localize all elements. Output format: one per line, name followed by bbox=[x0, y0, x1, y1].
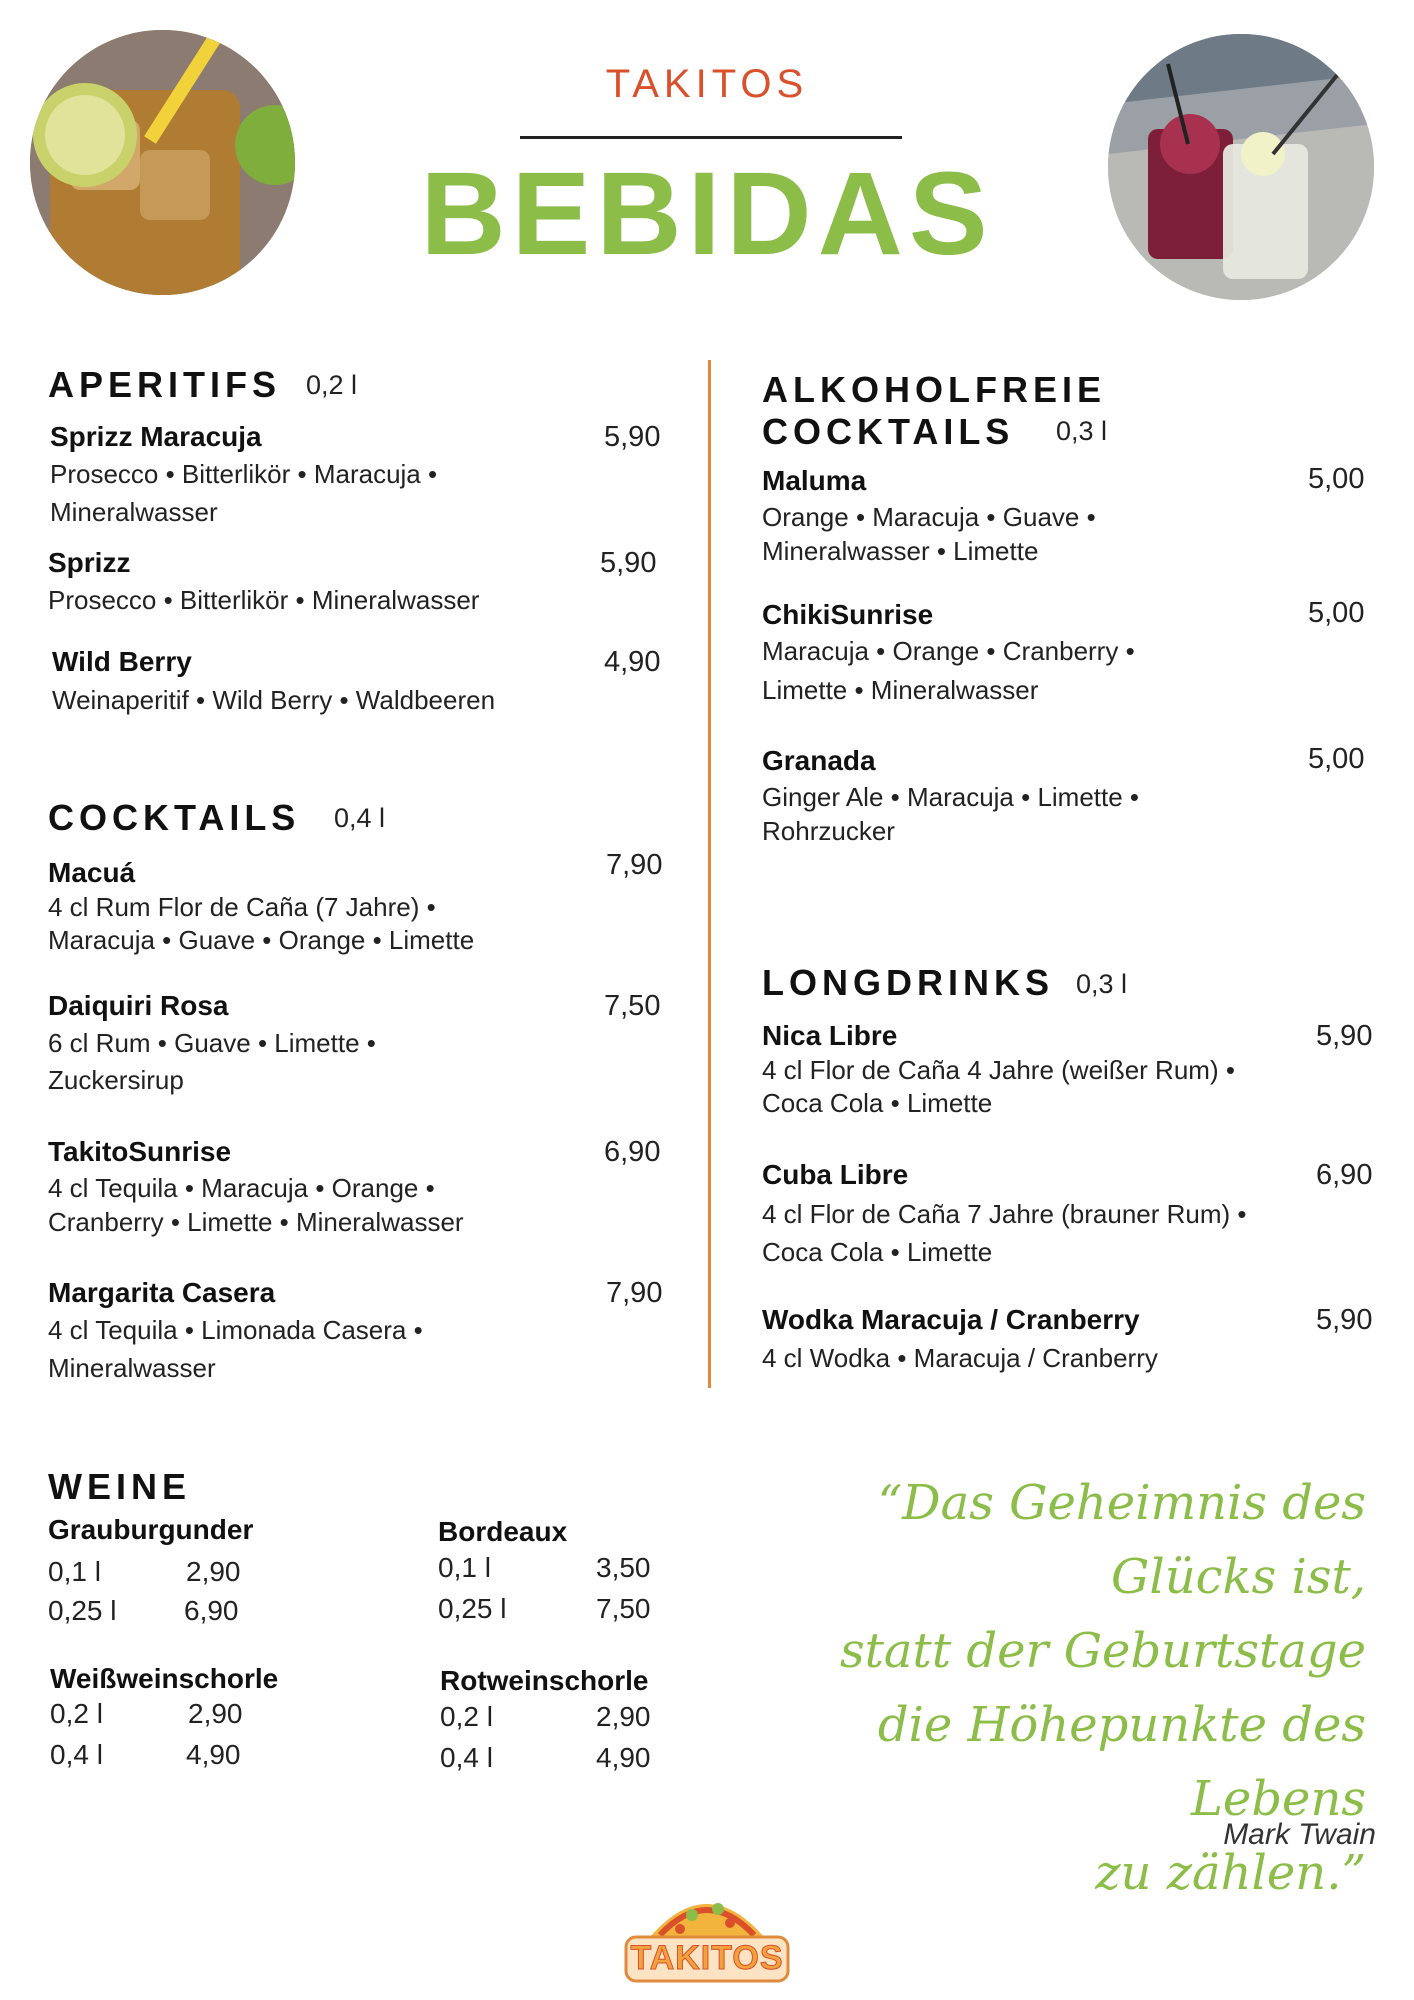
item-description: Zuckersirup bbox=[48, 1065, 184, 1095]
item-name: ChikiSunrise bbox=[762, 599, 934, 630]
item-description: Rohrzucker bbox=[762, 816, 895, 846]
wine-size: 0,1 l bbox=[438, 1552, 491, 1583]
item-name: Sprizz Maracuja bbox=[50, 421, 262, 452]
item-price: 5,90 bbox=[604, 421, 661, 453]
drinks-photo-right bbox=[1108, 34, 1374, 300]
item-description: Orange • Maracuja • Guave • bbox=[762, 502, 1096, 532]
section-size-longdrinks: 0,3 l bbox=[1076, 969, 1128, 999]
item-description: Prosecco • Bitterlikör • Mineralwasser bbox=[48, 585, 480, 615]
item-price: 5,90 bbox=[1316, 1020, 1373, 1052]
item-price: 7,50 bbox=[604, 990, 661, 1022]
wine-name: Rotweinschorle bbox=[440, 1665, 649, 1696]
item-description: 4 cl Flor de Caña 4 Jahre (weißer Rum) • bbox=[762, 1055, 1235, 1085]
item-price: 5,90 bbox=[1316, 1304, 1373, 1336]
wine-name: Bordeaux bbox=[438, 1516, 568, 1547]
page-title: BEBIDAS bbox=[420, 148, 994, 280]
item-description: Mineralwasser bbox=[48, 1353, 216, 1383]
item-description: Mineralwasser • Limette bbox=[762, 536, 1039, 566]
item-description: Limette • Mineralwasser bbox=[762, 675, 1039, 705]
logo-text: TAKITOS bbox=[630, 1939, 784, 1977]
section-title-longdrinks: LONGDRINKS bbox=[762, 962, 1054, 1003]
item-description: 4 cl Flor de Caña 7 Jahre (brauner Rum) • bbox=[762, 1199, 1247, 1229]
item-price: 7,90 bbox=[606, 1277, 663, 1309]
item-price: 4,90 bbox=[604, 646, 661, 678]
wine-name: Grauburgunder bbox=[48, 1514, 254, 1545]
wine-name: Weißweinschorle bbox=[50, 1663, 279, 1694]
wine-price: 2,90 bbox=[188, 1698, 243, 1729]
wine-size: 0,25 l bbox=[48, 1595, 117, 1626]
item-name: Daiquiri Rosa bbox=[48, 990, 229, 1021]
takitos-logo bbox=[620, 1875, 794, 1985]
item-description: 6 cl Rum • Guave • Limette • bbox=[48, 1028, 376, 1058]
item-name: Wodka Maracuja / Cranberry bbox=[762, 1304, 1140, 1335]
item-description: Coca Cola • Limette bbox=[762, 1237, 993, 1267]
item-price: 5,00 bbox=[1308, 743, 1365, 775]
wine-size: 0,4 l bbox=[440, 1742, 493, 1773]
section-title-cocktails: COCKTAILS bbox=[48, 797, 301, 838]
wine-price: 4,90 bbox=[596, 1742, 651, 1773]
quote-line: statt der Geburtstage bbox=[839, 1623, 1366, 1679]
wine-price: 4,90 bbox=[186, 1739, 241, 1770]
wine-size: 0,25 l bbox=[438, 1593, 507, 1624]
item-price: 5,90 bbox=[600, 547, 657, 579]
item-description: Weinaperitif • Wild Berry • Waldbeeren bbox=[52, 685, 496, 715]
item-description: 4 cl Wodka • Maracuja / Cranberry bbox=[762, 1343, 1158, 1373]
title-divider bbox=[520, 136, 902, 139]
item-price: 5,00 bbox=[1308, 597, 1365, 629]
wine-price: 3,50 bbox=[596, 1552, 651, 1583]
quote-line: zu zählen.” bbox=[1095, 1845, 1366, 1901]
item-price: 5,00 bbox=[1308, 463, 1365, 495]
wine-price: 2,90 bbox=[596, 1701, 651, 1732]
quote-line: “Das Geheimnis des Glücks ist, bbox=[877, 1475, 1366, 1605]
section-size-cocktails: 0,4 l bbox=[334, 803, 386, 833]
item-name: Maluma bbox=[762, 465, 867, 496]
wine-size: 0,2 l bbox=[440, 1701, 493, 1732]
item-name: Macuá bbox=[48, 857, 136, 888]
item-name: Sprizz bbox=[48, 547, 131, 578]
item-description: Mineralwasser bbox=[50, 497, 218, 527]
item-name: TakitoSunrise bbox=[48, 1136, 232, 1167]
item-description: Maracuja • Orange • Cranberry • bbox=[762, 636, 1135, 666]
column-divider bbox=[708, 360, 711, 1388]
section-size-alkoholfreie: 0,3 l bbox=[1056, 416, 1108, 446]
wine-size: 0,1 l bbox=[48, 1556, 101, 1587]
item-description: 4 cl Rum Flor de Caña (7 Jahre) • bbox=[48, 892, 436, 922]
item-description: Coca Cola • Limette bbox=[762, 1088, 993, 1118]
section-title-alkoholfreie-cocktails: COCKTAILS bbox=[762, 411, 1015, 452]
brand-name: TAKITOS bbox=[605, 62, 809, 106]
wine-size: 0,4 l bbox=[50, 1739, 103, 1770]
item-name: Cuba Libre bbox=[762, 1159, 909, 1190]
item-description: Prosecco • Bitterlikör • Maracuja • bbox=[50, 459, 438, 489]
quote-line: die Höhepunkte des Lebens bbox=[877, 1697, 1366, 1827]
item-name: Granada bbox=[762, 745, 876, 776]
wine-size: 0,2 l bbox=[50, 1698, 103, 1729]
wine-price: 6,90 bbox=[184, 1595, 239, 1626]
item-description: 4 cl Tequila • Maracuja • Orange • bbox=[48, 1173, 435, 1203]
section-title-weine: WEINE bbox=[48, 1466, 192, 1507]
quote-author: Mark Twain bbox=[1223, 1818, 1376, 1851]
item-price: 6,90 bbox=[1316, 1159, 1373, 1191]
item-price: 6,90 bbox=[604, 1136, 661, 1168]
item-description: Maracuja • Guave • Orange • Limette bbox=[48, 925, 475, 955]
wine-price: 7,50 bbox=[596, 1593, 651, 1624]
item-name: Wild Berry bbox=[52, 646, 192, 677]
item-description: Cranberry • Limette • Mineralwasser bbox=[48, 1207, 464, 1237]
wine-price: 2,90 bbox=[186, 1556, 241, 1587]
item-description: Ginger Ale • Maracuja • Limette • bbox=[762, 782, 1140, 812]
section-title-alkoholfreie: ALKOHOLFREIE bbox=[762, 369, 1106, 410]
item-name: Margarita Casera bbox=[48, 1277, 276, 1308]
section-title-aperitifs: APERITIFS bbox=[48, 364, 282, 405]
section-size-aperitifs: 0,2 l bbox=[306, 370, 358, 400]
item-description: 4 cl Tequila • Limonada Casera • bbox=[48, 1315, 423, 1345]
item-price: 7,90 bbox=[606, 849, 663, 881]
item-name: Nica Libre bbox=[762, 1020, 898, 1051]
